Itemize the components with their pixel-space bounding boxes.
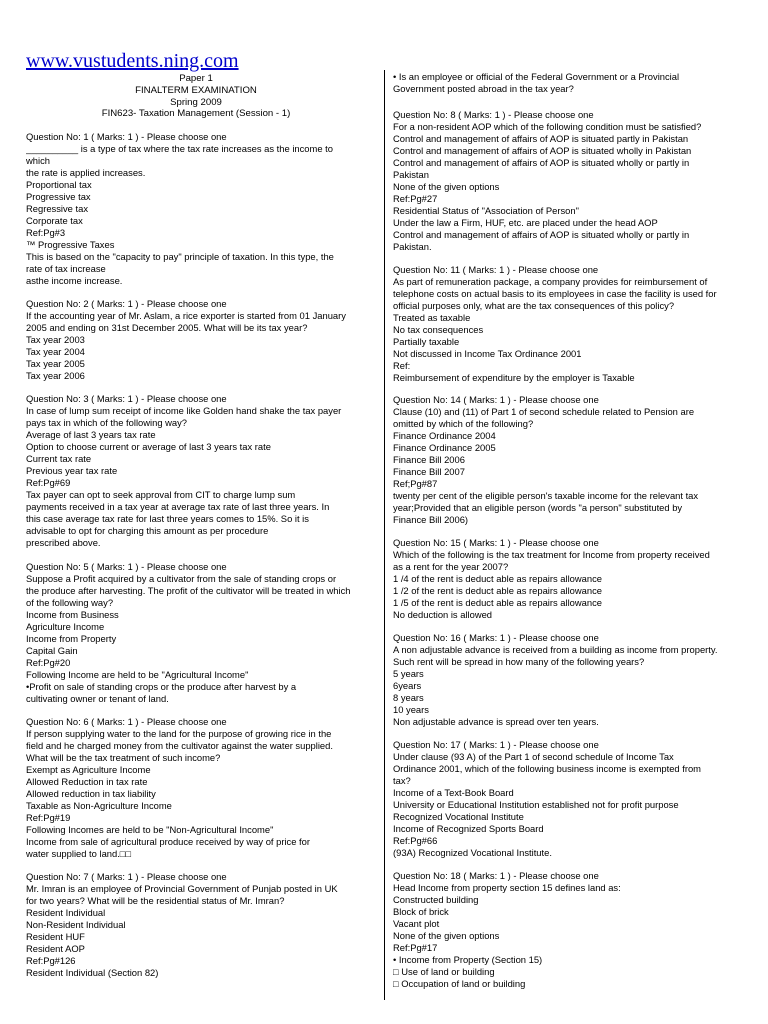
header-session: Spring 2009 [170, 96, 222, 108]
text-line: Ref:Pg#17 [393, 942, 438, 953]
text-line: Ref:Pg#126 [26, 955, 76, 966]
text-line: the produce after harvesting. The profit of the cultivator will be treated in which [26, 585, 351, 596]
text-line: Control and management of affairs of AOP is situated wholly or partly in [393, 157, 690, 168]
site-link[interactable]: www.vustudents.ning.com [26, 50, 239, 72]
text-line: Ref:Pg#27 [393, 193, 438, 204]
text-line: For a non-resident AOP which of the following condition must be satisfied? [393, 121, 702, 132]
text-line: Control and management of affairs of AOP is situated partly in Pakistan [393, 133, 689, 144]
text-line: Such rent will be spread in how many of the following years? [393, 656, 645, 667]
text-line: pays tax in which of the following way? [26, 417, 188, 428]
text-line: Mr. Imran is an employee of Provincial Government of Punjab posted in UK [26, 883, 338, 894]
text-line: Allowed Reduction in tax rate [26, 776, 148, 787]
text-line: 1 /2 of the rent is deduct able as repairs allowance [393, 585, 602, 596]
text-line: Pakistan [393, 169, 429, 180]
question-heading: Question No: 16 ( Marks: 1 ) - Please choose one [393, 632, 599, 643]
text-line: This is based on the "capacity to pay" principle of taxation. In this type, the [26, 251, 334, 262]
text-line: prescribed above. [26, 537, 101, 548]
text-line: 10 years [393, 704, 429, 715]
text-line: official purposes only, what are the tax consequences of this policy? [393, 300, 675, 311]
text-line: year;Provided that an eligible person (words "a person" substituted by [393, 502, 683, 513]
text-line: asthe income increase. [26, 275, 123, 286]
text-line: ™ Progressive Taxes [26, 239, 115, 250]
text-line: Resident Individual [26, 907, 106, 918]
text-line: Ref:Pg#66 [393, 835, 438, 846]
text-line: □ Use of land or building [393, 966, 495, 977]
text-line: Under clause (93 A) of the Part 1 of second schedule of Income Tax [393, 751, 674, 762]
text-line: Following Incomes are held to be "Non-Agricultural Income" [26, 824, 274, 835]
header-exam-type: FINALTERM EXAMINATION [135, 84, 257, 96]
question-heading: Question No: 7 ( Marks: 1 ) - Please choose one [26, 871, 227, 882]
text-line: Tax payer can opt to seek approval from CIT to charge lump sum [26, 489, 296, 500]
text-line: Regressive tax [26, 203, 89, 214]
text-line: __________ is a type of tax where the tax rate increases as the income to [26, 143, 333, 154]
text-line: A non adjustable advance is received from a building as income from property. [393, 644, 718, 655]
text-line: 1 /4 of the rent is deduct able as repairs allowance [393, 573, 602, 584]
text-line: • Is an employee or official of the Federal Government or a Provincial [393, 71, 680, 82]
text-line: Treated as taxable [393, 312, 471, 323]
text-line: •Profit on sale of standing crops or the produce after harvest by a [26, 681, 297, 692]
text-line: Ref;Pg#87 [393, 478, 438, 489]
text-line: for two years? What will be the residential status of Mr. Imran? [26, 895, 285, 906]
text-line: payments received in a tax year at average tax rate of last three years. In [26, 501, 330, 512]
text-line: Control and management of affairs of AOP is situated wholly in Pakistan [393, 145, 692, 156]
text-line: Finance Bill 2006) [393, 514, 469, 525]
text-line: omitted by which of the following? [393, 418, 534, 429]
text-line: cultivating owner or tenant of land. [26, 693, 169, 704]
text-line: If person supplying water to the land for the purpose of growing rice in the [26, 728, 332, 739]
text-line: Tax year 2003 [26, 334, 85, 345]
text-line: Capital Gain [26, 645, 78, 656]
text-line: Current tax rate [26, 453, 92, 464]
text-line: Progressive tax [26, 191, 91, 202]
text-line: □ Occupation of land or building [393, 978, 526, 989]
text-line: 1 /5 of the rent is deduct able as repairs allowance [393, 597, 602, 608]
question-heading: Question No: 1 ( Marks: 1 ) - Please choose one [26, 131, 227, 142]
text-line: Finance Bill 2007 [393, 466, 465, 477]
text-line: Ref: [393, 360, 411, 371]
question-heading: Question No: 2 ( Marks: 1 ) - Please choose one [26, 298, 227, 309]
text-line: Tax year 2005 [26, 358, 85, 369]
header-paper: Paper 1 [179, 73, 213, 84]
text-line: of the following way? [26, 597, 114, 608]
text-line: University or Educational Institution established not for profit purpose [393, 799, 679, 810]
text-line: Partially taxable [393, 336, 460, 347]
text-line: Ref:Pg#19 [26, 812, 71, 823]
text-line: Ordinance 2001, which of the following business income is exempted from [393, 763, 701, 774]
question-heading: Question No: 14 ( Marks: 1 ) - Please choose one [393, 394, 599, 405]
column-divider [384, 70, 385, 1000]
text-line: Income of Recognized Sports Board [393, 823, 544, 834]
text-line: the rate is applied increases. [26, 167, 146, 178]
text-line: which [26, 155, 50, 166]
text-line: Pakistan. [393, 241, 432, 252]
text-line: water supplied to land.□□ [26, 848, 132, 859]
text-line: Income from Business [26, 609, 119, 620]
text-line: Control and management of affairs of AOP is situated wholly or partly in [393, 229, 690, 240]
text-line: Non-Resident Individual [26, 919, 126, 930]
text-line: Government posted abroad in the tax year? [393, 83, 574, 94]
text-line: Residential Status of "Association of Person" [393, 205, 579, 216]
text-line: advisable to opt for charging this amount as per procedure [26, 525, 269, 536]
question-heading: Question No: 5 ( Marks: 1 ) - Please choose one [26, 561, 227, 572]
text-line: Recognized Vocational Institute [393, 811, 524, 822]
text-line: 5 years [393, 668, 424, 679]
header-course: FIN623- Taxation Management (Session - 1) [101, 108, 291, 120]
text-line: as a rent for the year 2007? [393, 561, 509, 572]
text-line: 2005 and ending on 31st December 2005. What will be its tax year? [26, 322, 308, 333]
text-line: Taxable as Non-Agriculture Income [26, 800, 172, 811]
exam-header [26, 73, 366, 120]
text-line: Finance Ordinance 2004 [393, 430, 496, 441]
text-line: twenty per cent of the eligible person's taxable income for the relevant tax [393, 490, 699, 501]
text-line: Exempt as Agriculture Income [26, 764, 151, 775]
text-line: None of the given options [393, 181, 500, 192]
text-line: field and he charged money from the cultivator against the water supplied. [26, 740, 333, 751]
text-line: Not discussed in Income Tax Ordinance 2001 [393, 348, 582, 359]
text-line: Ref:Pg#3 [26, 227, 66, 238]
text-line: Income from Property [26, 633, 117, 644]
text-line: What will be the tax treatment of such income? [26, 752, 221, 763]
text-line: No tax consequences [393, 324, 484, 335]
text-line: Ref:Pg#20 [26, 657, 71, 668]
text-line: 6years [393, 680, 422, 691]
text-line: If the accounting year of Mr. Aslam, a rice exporter is started from 01 January [26, 310, 346, 321]
text-line: Allowed reduction in tax liability [26, 788, 156, 799]
text-line: As part of remuneration package, a company provides for reimbursement of [393, 276, 708, 287]
text-line: Reimbursement of expenditure by the employer is Taxable [393, 372, 635, 383]
text-line: Income of a Text-Book Board [393, 787, 514, 798]
text-line: Previous year tax rate [26, 465, 118, 476]
text-line: Clause (10) and (11) of Part 1 of second schedule related to Pension are [393, 406, 695, 417]
text-line: Non adjustable advance is spread over ten years. [393, 716, 599, 727]
question-heading: Question No: 15 ( Marks: 1 ) - Please choose one [393, 537, 599, 548]
text-line: Tax year 2006 [26, 370, 85, 381]
question-heading: Question No: 8 ( Marks: 1 ) - Please choose one [393, 109, 594, 120]
question-heading: Question No: 3 ( Marks: 1 ) - Please choose one [26, 393, 227, 404]
text-line: Under the law a Firm, HUF, etc. are placed under the head AOP [393, 217, 658, 228]
text-line: telephone costs on actual basis to its employees in case the facility is used for [393, 288, 717, 299]
text-line: Resident Individual (Section 82) [26, 967, 159, 978]
text-line: In case of lump sum receipt of income like Golden hand shake the tax payer [26, 405, 342, 416]
text-line: Resident HUF [26, 931, 85, 942]
text-line: Following Income are held to be "Agricultural Income" [26, 669, 249, 680]
text-line: Constructed building [393, 894, 479, 905]
text-line: this case average tax rate for last three years comes to 15%. So it is [26, 513, 309, 524]
text-line: Resident AOP [26, 943, 85, 954]
text-line: Corporate tax [26, 215, 83, 226]
text-line: 8 years [393, 692, 424, 703]
text-line: No deduction is allowed [393, 609, 493, 620]
text-line: Average of last 3 years tax rate [26, 429, 156, 440]
text-line: Vacant plot [393, 918, 440, 929]
text-line: rate of tax increase [26, 263, 106, 274]
question-heading: Question No: 6 ( Marks: 1 ) - Please choose one [26, 716, 227, 727]
text-line: Finance Bill 2006 [393, 454, 465, 465]
text-line: Agriculture Income [26, 621, 105, 632]
text-line: Proportional tax [26, 179, 92, 190]
text-line: Suppose a Profit acquired by a cultivator from the sale of standing crops or [26, 573, 337, 584]
text-line: tax? [393, 775, 411, 786]
text-line: Tax year 2004 [26, 346, 85, 357]
text-line: (93A) Recognized Vocational Institute. [393, 847, 552, 858]
text-line: Block of brick [393, 906, 449, 917]
text-line: None of the given options [393, 930, 500, 941]
text-line: Head Income from property section 15 defines land as: [393, 882, 621, 893]
text-line: Option to choose current or average of last 3 years tax rate [26, 441, 271, 452]
text-line: Finance Ordinance 2005 [393, 442, 496, 453]
question-heading: Question No: 18 ( Marks: 1 ) - Please choose one [393, 870, 599, 881]
question-heading: Question No: 11 ( Marks: 1 ) - Please choose one [393, 264, 599, 275]
text-line: • Income from Property (Section 15) [393, 954, 543, 965]
text-line: Income from sale of agricultural produce received by way of price for [26, 836, 310, 847]
text-line: Ref:Pg#69 [26, 477, 71, 488]
question-heading: Question No: 17 ( Marks: 1 ) - Please choose one [393, 739, 599, 750]
text-line: Which of the following is the tax treatment for Income from property received [393, 549, 710, 560]
